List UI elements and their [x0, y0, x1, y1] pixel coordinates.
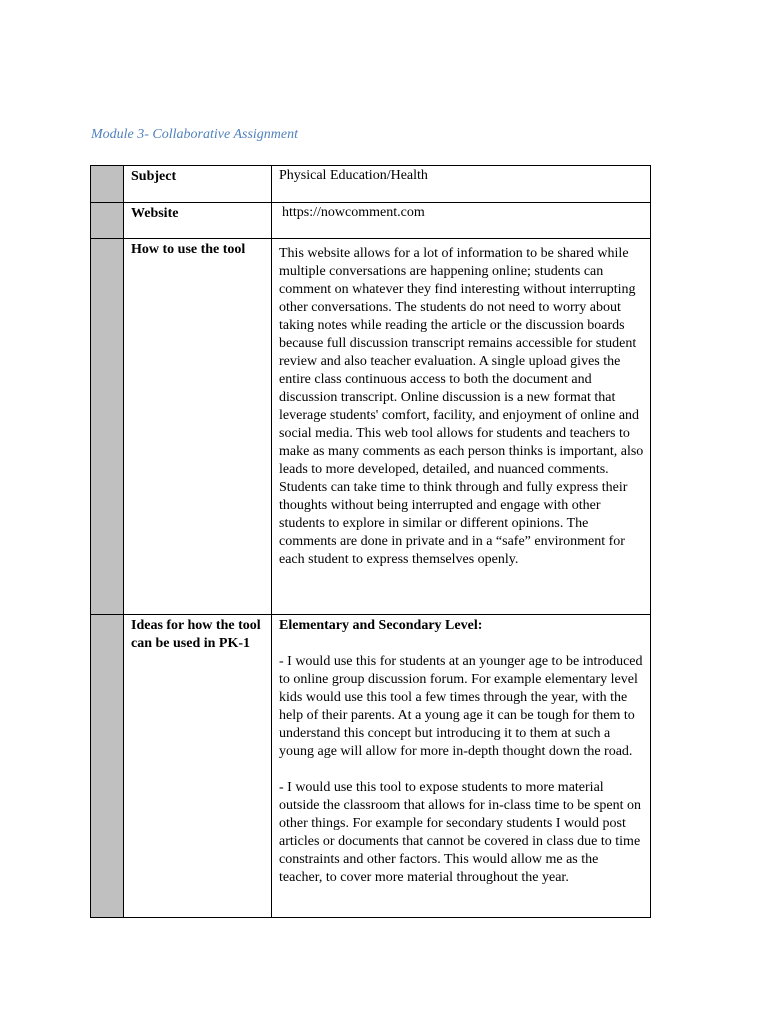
row-shade-cell — [91, 203, 124, 239]
table-row-how-to-use — [91, 239, 651, 615]
how-to-use-label: How to use the tool — [131, 242, 246, 257]
table-row-subject — [91, 166, 651, 203]
idea-bullet-1: - I would use this for students at an younger age to be introduced to online group discussion forum. For example elementary level kids would use this tool a few times through the year, with the help of their parents. At a young age it can be tough for them to understand this concept but introducing it to them at such a young age will allow for more in-depth thought down the road. — [279, 654, 643, 759]
website-value: https://nowcomment.com — [282, 205, 425, 220]
table-row-website — [91, 203, 651, 239]
website-label: Website — [131, 206, 179, 221]
subject-label: Subject — [131, 169, 177, 184]
table-row-ideas — [91, 615, 651, 918]
document-heading: Module 3- Collaborative Assignment — [91, 127, 298, 142]
subject-value: Physical Education/Health — [279, 168, 428, 183]
value-cell — [272, 239, 651, 615]
label-cell — [124, 615, 272, 918]
row-shade-cell — [91, 615, 124, 918]
idea-bullet-2: - I would use this tool to expose students to more material outside the classroom that allows for in-class time to be spent on other things. For example for secondary students I would post articles or documents that cannot be covered in class due to time constraints and other factors. This would allow me as the teacher, to cover more material throughout the year. — [279, 780, 641, 885]
label-cell — [124, 166, 272, 203]
value-cell — [272, 203, 651, 239]
value-cell — [272, 166, 651, 203]
row-shade-cell — [91, 239, 124, 615]
how-to-use-text: This website allows for a lot of information to be shared while multiple conversations are happening online; students can comment on whatever they find interesting without interrupting other conversations. The students do not need to worry about taking notes while reading the article or the discussion boards because full discussion transcript remains accessible for student review and also teacher evaluation. A single upload gives the entire class continuous access to both the document and discussion transcript. Online discussion is a new format that leverage students' comfort, facility, and enjoyment of online and social media. This web tool allows for students and teachers to make as many comments as each person thinks is important, also leads to more developed, detailed, and nuanced comments. Students can take time to think through and fully express their thoughts without being interrupted and engage with other students to explore in similar or different opinions. The comments are done in private and in a “safe” environment for each student to express themselves openly. — [279, 246, 644, 567]
assignment-table — [90, 165, 651, 918]
label-cell — [124, 239, 272, 615]
value-cell — [272, 615, 651, 918]
ideas-label: Ideas for how the tool can be used in PK-1 — [131, 618, 261, 651]
label-cell — [124, 203, 272, 239]
level-heading: Elementary and Secondary Level: — [279, 618, 483, 633]
row-shade-cell — [91, 166, 124, 203]
